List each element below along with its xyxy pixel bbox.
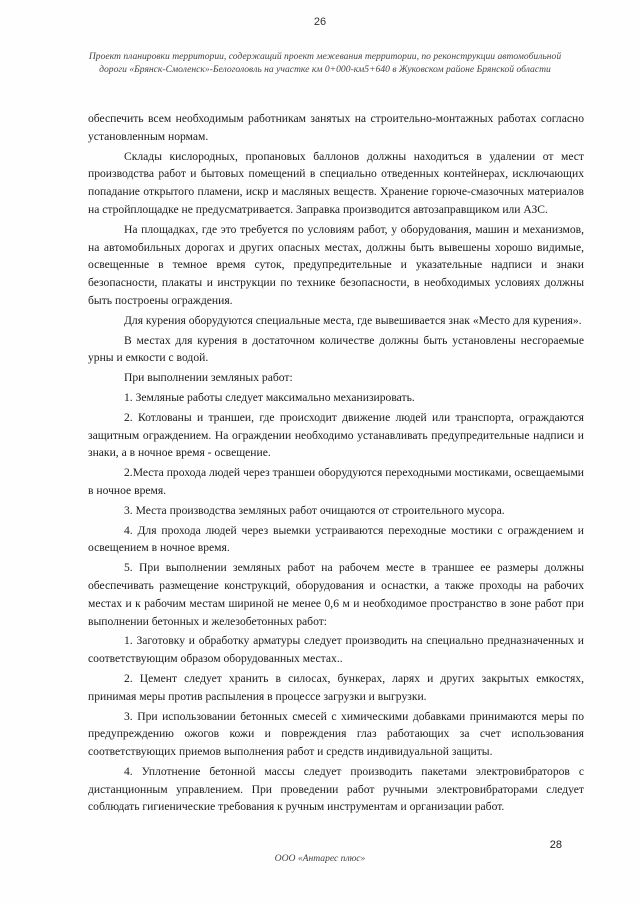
top-page-number: 26 xyxy=(313,16,327,28)
paragraph: В местах для курения в достаточном количестве должны быть установлены несгораемые урны и емкости с водой. xyxy=(88,333,584,365)
bottom-page-number: 28 xyxy=(549,839,562,851)
list-item: 2. Котлованы и траншеи, где происходит движение людей или транспорта, ограждаются защитным ограждением. На ограждении необходимо устанавливать предупредительные надписи и знаки, а в ночное время - освещение. xyxy=(88,410,584,460)
body-text xyxy=(88,110,584,818)
paragraph: При выполнении земляных работ: xyxy=(124,371,293,385)
list-item: 1. Земляные работы следует максимально механизировать. xyxy=(124,390,415,404)
running-footer: ООО «Антарес плюс» xyxy=(274,853,366,864)
paragraph: Для курения оборудуются специальные места, где вывешивается знак «Место для курения». xyxy=(124,313,582,327)
list-item: 4. Уплотнение бетонной массы следует производить пакетами электровибраторов с дистанционным управлением. При проведении работ ручными электровибраторами следует соблюдать гигиенические требования к ручным инструментам и организации работ. xyxy=(88,764,584,814)
list-item: 3. При использовании бетонных смесей с химическими добавками принимаются меры по предупреждению ожогов кожи и повреждения глаз работающих за счет использования соответствующих приемов выполнения работ и средств индивидуальной защиты. xyxy=(88,709,584,759)
list-item: 5. При выполнении земляных работ на рабочем месте в траншее ее размеры должны обеспечивать размещение конструкций, оборудования и оснастки, а также проходы на рабочих местах и к рабочим местам шириной не менее 0,6 м и необходимое пространство в зоне работ при выполнении бетонных и железобетонных работ: xyxy=(88,561,584,628)
running-header: Проект планировки территории, содержащий проект межевания территории, по реконструкции автомобильной дороги «Брянск-Смоленск»-Белоголовль на участке км 0+000-км5+640 в Жуковском районе Брянской области xyxy=(88,51,562,75)
list-item: 3. Места производства земляных работ очищаются от строительного мусора. xyxy=(124,503,505,517)
list-item: 1. Заготовку и обработку арматуры следует производить на специально предназначенных и соответствующим образом оборудованных местах.. xyxy=(88,634,584,666)
paragraph: Склады кислородных, пропановых баллонов должны находиться в удалении от мест производства работ и бытовых помещений в специально отведенных контейнерах, исключающих попадание открытого пламени, искр и масляных веществ. Хранение горюче-смазочных материалов на стройплощадке не предусматривается. Заправка производится автозаправщиком или АЗС. xyxy=(88,149,584,216)
list-item: 2. Цемент следует хранить в силосах, бункерах, ларях и других закрытых емкостях, принимая меры против распыления в процессе загрузки и выгрузки. xyxy=(88,671,584,703)
list-item: 4. Для прохода людей через выемки устраиваются переходные мостики с ограждением и освещением в ночное время. xyxy=(88,523,584,555)
paragraph: обеспечить всем необходимым работникам занятых на строительно-монтажных работах согласно установленным нормам. xyxy=(88,112,584,143)
list-item: 2.Места прохода людей через траншеи оборудуются переходными мостиками, освещаемыми в ночное время. xyxy=(88,466,584,497)
paragraph: На площадках, где это требуется по условиям работ, у оборудования, машин и механизмов, на автомобильных дорогах и других опасных местах, должны быть вывешены хорошо видимые, освещенные в темное время суток, предупредительные и указательные надписи и знаки безопасности, плакаты и инструкции по технике безопасности, в необходимых условиях должны быть построены ограждения. xyxy=(88,222,584,307)
